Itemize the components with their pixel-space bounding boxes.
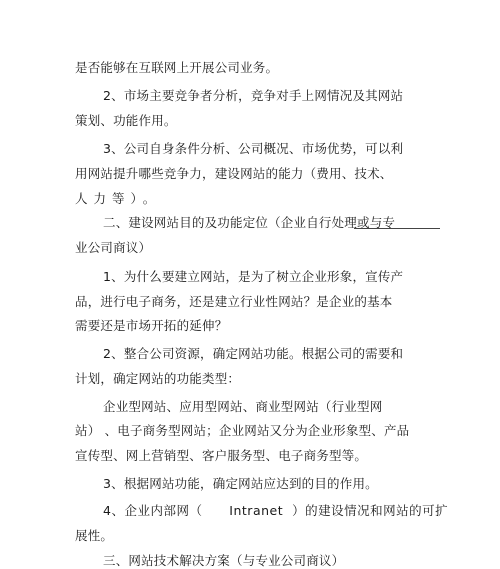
text-line-1: 是否能够在互联网上开展公司业务。 — [75, 60, 279, 75]
text-line-4: 3、公司自身条件分析、公司概况、市场优势，可以利 — [103, 141, 404, 156]
text-line-18: 4、企业内部网（ Intranet ）的建设情况和网站的可扩 — [103, 503, 449, 518]
text-line-5: 用网站提升哪些竞争力，建设网站的能力（费用、技术、 — [75, 166, 393, 181]
text-line-15: 站） 、电子商务型网站；企业网站又分为企业形象型、产品 — [75, 423, 410, 438]
text-line-14: 企业型网站、应用型网站、商业型网站（行业型网 — [103, 399, 383, 414]
text-line-16: 宣传型、网上营销型、客户服务型、电子商务型等。 — [75, 448, 368, 463]
text-line-8: 业公司商议） — [75, 240, 152, 255]
text-line-13: 计划，确定网站的功能类型： — [75, 371, 241, 386]
text-line-10: 品，进行电子商务，还是建立行业性网站？是企业的基本 — [75, 294, 393, 309]
text-line-17: 3、根据网站功能，确定网站应达到的目的作用。 — [103, 476, 378, 491]
text-line-12: 2、整合公司资源，确定网站功能。根据公司的需要和 — [103, 346, 404, 361]
text-line-9: 1、为什么要建立网站，是为了树立企业形象，宣传产 — [103, 269, 404, 284]
section-heading-2: 二、建设网站目的及功能定位（企业自行处理或与专 — [103, 215, 396, 230]
text-line-6: 人力等）。 — [75, 191, 162, 206]
text-line-2: 2、市场主要竞争者分析，竞争对手上网情况及其网站 — [103, 88, 404, 103]
section-heading-3: 三、网站技术解决方案（与专业公司商议） — [103, 553, 345, 568]
text-line-11: 需要还是市场开拓的延伸？ — [75, 318, 228, 333]
heading-underline — [354, 228, 440, 229]
text-line-19: 展性。 — [75, 528, 114, 543]
text-line-3: 策划、功能作用。 — [75, 113, 177, 128]
